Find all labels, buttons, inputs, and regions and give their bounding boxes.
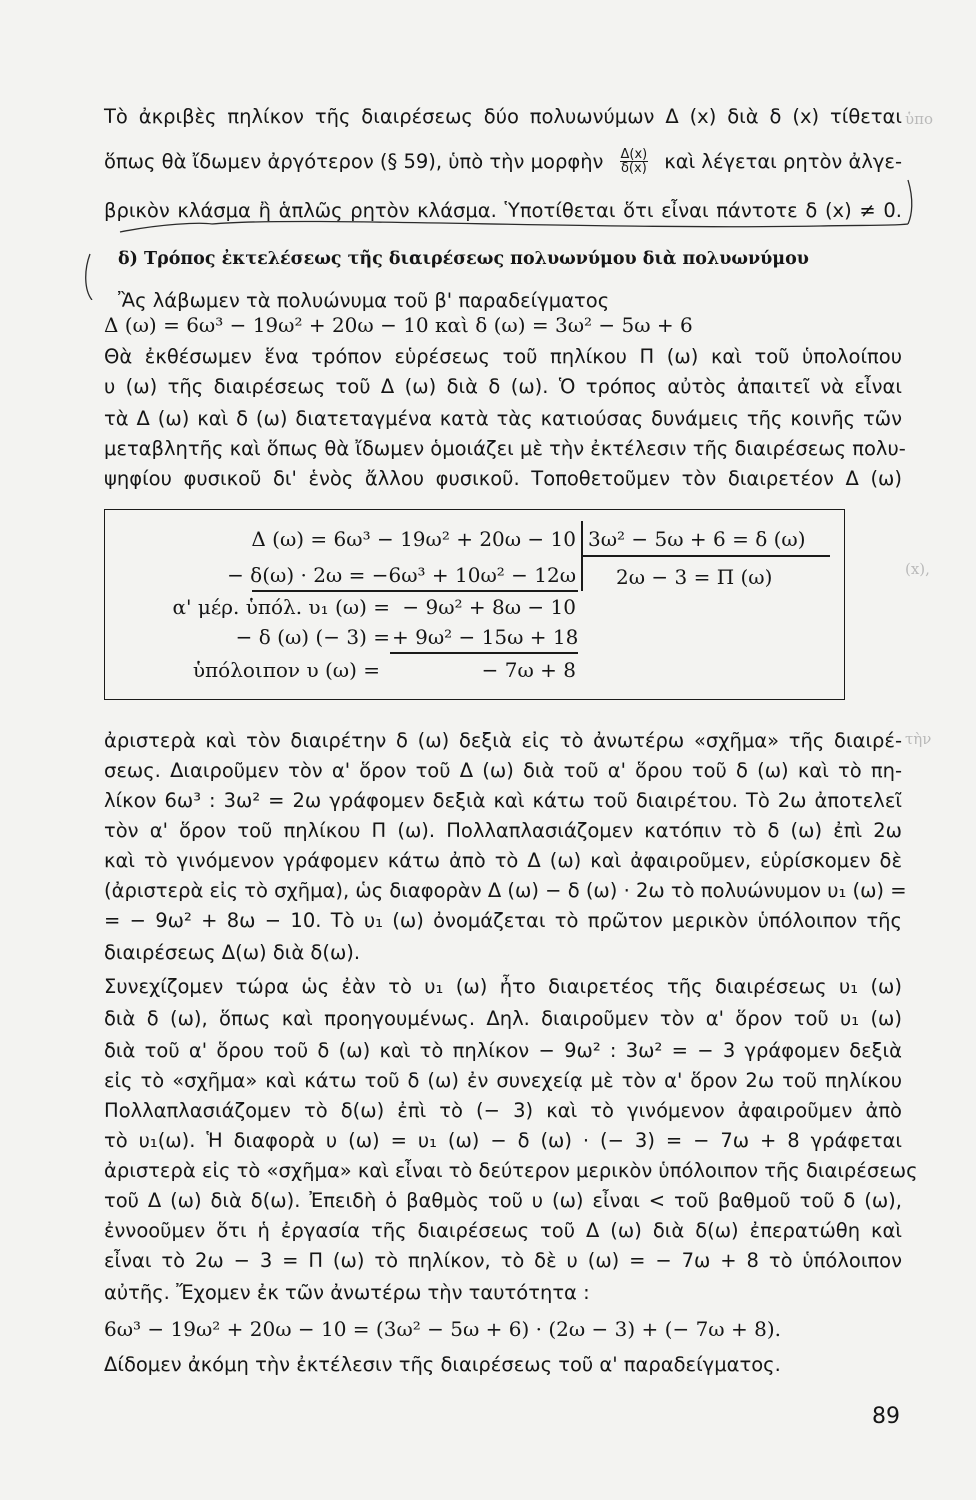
scheme-quotient: 2ω − 3 = Π (ω) [616, 565, 773, 589]
paragraph2-line-6: (ἀριστερὰ εἰς τὸ σχῆμα), ὡς διαφορὰν Δ (ω) − δ (ω) · 2ω τὸ πολυώνυμον υ₁ (ω) = [104, 879, 907, 902]
paragraph1-line-3: τὰ Δ (ω) καὶ δ (ω) διατεταγμένα κατὰ τὰς κατιούσας δυνάμεις τῆς κοινῆς τῶν [104, 407, 902, 430]
paragraph2-line-7: = − 9ω² + 8ω − 10. Τὸ υ₁ (ω) ὀνομάζεται τὸ πρῶτον μερικὸν ὑπόλοιπον τῆς [104, 909, 902, 932]
scheme-remainder-1-label: α' μέρ. ὑπόλ. υ₁ (ω) = [172, 595, 390, 619]
closing-line: Δίδομεν ἀκόμη τὴν ἐκτέλεσιν τῆς διαιρέσεως τοῦ α' παραδείγματος. [104, 1353, 781, 1376]
paragraph3-line-1: Συνεχίζομεν τώρα ὡς ἐὰν τὸ υ₁ (ω) ἦτο διαιρετέος τῆς διαιρέσεως υ₁ (ω) [104, 975, 902, 998]
paragraph3-line-9: ἐννοοῦμεν ὅτι ἡ ἐργασία τῆς διαιρέσεως τοῦ Δ (ω) διὰ δ(ω) ἐπερατώθη καὶ [104, 1219, 902, 1242]
paragraph1-line-4: μεταβλητῆς καὶ ὅπως θὰ ἴδωμεν ὁμοιάζει μὲ τὴν ἐκτέλεσιν τῆς διαιρέσεως πολυ- [104, 437, 906, 460]
scheme-product-2-label: − δ (ω) (− 3) = [235, 625, 390, 649]
paragraph3-line-6: τὸ υ₁(ω). Ἡ διαφορὰ υ (ω) = υ₁ (ω) − δ (ω) · (− 3) = − 7ω + 8 γράφεται [104, 1129, 902, 1152]
page-number: 89 [872, 1404, 900, 1429]
scheme-remainder-1-value: − 9ω² + 8ω − 10 [402, 595, 576, 619]
bleed-through-mark: ὑπο [905, 110, 934, 128]
paragraph1-line-1: Θὰ ἐκθέσωμεν ἕνα τρόπον εὑρέσεως τοῦ πηλίκου Π (ω) καὶ τοῦ ὑπολοίπου [104, 345, 902, 368]
scheme-remainder-value: − 7ω + 8 [481, 658, 576, 682]
intro-line-2-text: ὅπως θὰ ἴδωμεν ἀργότερον (§ 59), ὑπὸ τὴν μορφὴν [104, 149, 604, 173]
intro-line-2-tail: καὶ λέγεται ρητὸν ἀλγε- [664, 149, 902, 173]
paragraph3-line-4: εἰς τὸ «σχῆμα» καὶ κάτω τοῦ δ (ω) ἐν συνεχείᾳ μὲ τὸν α' ὅρον 2ω τοῦ πηλίκου [104, 1069, 902, 1092]
paragraph1-line-2: υ (ω) τῆς διαιρέσεως τοῦ Δ (ω) διὰ δ (ω). Ὁ τρόπος αὐτὸς ἀπαιτεῖ νὰ εἶναι [104, 375, 902, 398]
divisor-underline [582, 555, 830, 557]
fraction-denominator: δ(x) [620, 161, 647, 176]
fraction-numerator: Δ(x) [620, 147, 648, 162]
bleed-through-mark: (x), [905, 560, 930, 578]
paragraph3-line-10: εἶναι τὸ 2ω − 3 = Π (ω) τὸ πηλίκον, τὸ δὲ υ (ω) = − 7ω + 8 τὸ ὑπόλοιπον [104, 1249, 902, 1272]
identity-formula: 6ω³ − 19ω² + 20ω − 10 = (3ω² − 5ω + 6) · (2ω − 3) + (− 7ω + 8). [104, 1317, 781, 1341]
paragraph3-line-11: αὐτῆς. Ἔχομεν ἐκ τῶν ἀνωτέρω τὴν ταυτότητα : [104, 1281, 590, 1304]
paragraph2-line-2: σεως. Διαιροῦμεν τὸν α' ὅρον τοῦ Δ (ω) διὰ τοῦ α' ὅρου τοῦ δ (ω) καὶ τὸ πη- [104, 759, 902, 782]
second-subtraction-rule [390, 652, 578, 654]
paragraph2-line-3: λίκον 6ω³ : 3ω² = 2ω γράφομεν δεξιὰ καὶ κάτω τοῦ διαιρέτου. Τὸ 2ω ἀποτελεῖ [104, 789, 902, 812]
section-heading: δ) Τρόπος ἐκτελέσεως τῆς διαιρέσεως πολυωνύμου διὰ πολυωνύμου [118, 249, 809, 269]
paragraph3-line-7: ἀριστερὰ εἰς τὸ «σχῆμα» καὶ εἶναι τὸ δεύτερον μερικὸν ὑπόλοιπον τῆς διαιρέσεως [104, 1159, 918, 1182]
paragraph2-line-4: τὸν α' ὅρον τοῦ πηλίκου Π (ω). Πολλαπλασιάζομεν κατόπιν τὸ δ (ω) ἐπὶ 2ω [104, 819, 902, 842]
paragraph2-line-8: διαιρέσεως Δ(ω) διὰ δ(ω). [104, 941, 361, 964]
scheme-remainder-label: ὑπόλοιπον υ (ω) = [192, 658, 380, 682]
example-line-2: Δ (ω) = 6ω³ − 19ω² + 20ω − 10 καὶ δ (ω) = 3ω² − 5ω + 6 [104, 313, 693, 337]
first-subtraction-rule [252, 590, 578, 592]
scheme-dividend: Δ (ω) = 6ω³ − 19ω² + 20ω − 10 [251, 527, 576, 551]
paragraph3-line-3: διὰ τοῦ α' ὅρου τοῦ δ (ω) καὶ τὸ πηλίκον − 9ω² : 3ω² = − 3 γράφομεν δεξιὰ [104, 1039, 902, 1062]
paragraph3-line-2: διὰ δ (ω), ὅπως καὶ προηγουμένως. Δηλ. διαιροῦμεν τὸν α' ὅρον τοῦ υ₁ (ω) [104, 1007, 902, 1030]
paragraph3-line-8: τοῦ Δ (ω) διὰ δ(ω). Ἐπειδὴ ὁ βαθμὸς τοῦ υ (ω) εἶναι < τοῦ βαθμοῦ τοῦ δ (ω), [104, 1189, 902, 1212]
paragraph1-line-5: ψηφίου φυσικοῦ δι' ἑνὸς ἄλλου φυσικοῦ. Τοποθετοῦμεν τὸν διαιρετέον Δ (ω) [104, 467, 902, 490]
paragraph2-line-1: ἀριστερὰ καὶ τὸν διαιρέτην δ (ω) δεξιὰ εἰς τὸ ἀνωτέρω «σχῆμα» τῆς διαιρέ- [104, 729, 902, 752]
scheme-divisor: 3ω² − 5ω + 6 = δ (ω) [588, 527, 806, 551]
scheme-product-1: − δ(ω) · 2ω = −6ω³ + 10ω² − 12ω [227, 563, 576, 587]
bleed-through-mark: τὴν [905, 730, 932, 748]
scheme-product-2-value: + 9ω² − 15ω + 18 [392, 625, 579, 649]
paragraph2-line-5: καὶ τὸ γινόμενον γράφομεν κάτω ἀπὸ τὸ Δ (ω) καὶ ἀφαιροῦμεν, εὑρίσκομεν δὲ [104, 849, 902, 872]
example-line-1: Ἂς λάβωμεν τὰ πολυώνυμα τοῦ β' παραδείγματος [118, 289, 610, 312]
paragraph3-line-5: Πολλαπλασιάζομεν τὸ δ(ω) ἐπὶ τὸ (− 3) καὶ τὸ γινόμενον ἀφαιροῦμεν ἀπὸ [104, 1099, 902, 1122]
intro-line-1: Τὸ ἀκριβὲς πηλίκον τῆς διαιρέσεως δύο πολυωνύμων Δ (x) διὰ δ (x) τίθεται [104, 105, 902, 128]
intro-line-3: βρικὸν κλάσμα ἢ ἁπλῶς ρητὸν κλάσμα. Ὑποτίθεται ὅτι εἶναι πάντοτε δ (x) ≠ 0. [104, 199, 902, 222]
